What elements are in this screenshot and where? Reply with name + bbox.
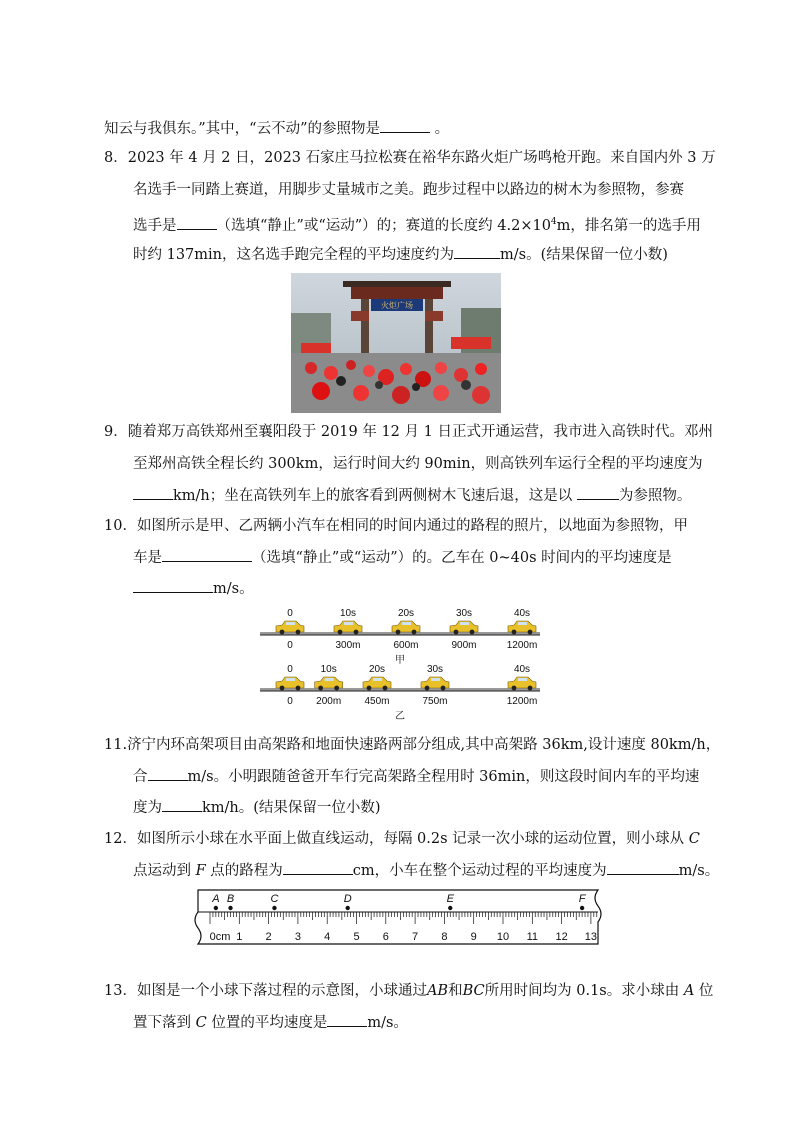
ruler-figure — [188, 884, 608, 950]
answer-blank[interactable] — [148, 766, 188, 781]
ruler-tick-label: 10 — [496, 931, 510, 943]
ball-position-label: C — [270, 893, 279, 905]
ruler-tick-label: 12 — [555, 931, 568, 943]
time-label: 30s — [455, 608, 473, 619]
ball-position-label: E — [446, 893, 454, 905]
ball-position-label: B — [226, 893, 235, 905]
distance-label: 750m — [422, 696, 448, 707]
ruler-tick-label: 2 — [265, 931, 272, 943]
ball-position-dot — [228, 906, 232, 910]
car-row-jia — [260, 608, 540, 666]
distance-label: 300m — [335, 640, 361, 651]
answer-blank[interactable] — [283, 860, 353, 875]
q9-line-1: 9．随着郑万高铁郑州至襄阳段于 2019 年 12 月 1 日正式开通运营，我市进入高铁时代。邓州 — [104, 424, 713, 440]
distance-label: 1200m — [506, 696, 538, 707]
distance-label: 0 — [287, 696, 293, 707]
gate-sign: 火炬广场 — [381, 301, 413, 310]
time-label: 20s — [368, 664, 386, 675]
ball-position-dot — [580, 906, 584, 910]
q8-line-1: 8．2023 年 4 月 2 日，2023 石家庄马拉松赛在裕华东路火炬广场鸣枪开跑。来自国内外 3 万 — [104, 150, 716, 166]
ball-position-label: D — [343, 893, 352, 905]
time-label: 10s — [339, 608, 357, 619]
ruler-tick-label: 11 — [526, 931, 539, 943]
ball-position-dot — [448, 906, 452, 910]
q8-line-4: 时约 137min，这名选手跑完全程的平均速度约为 m/s。(结果保留一位小数) — [133, 244, 668, 265]
q13-line-2: 置下落到 C 位置的平均速度是 m/s。 — [133, 1012, 408, 1033]
car-row-yi — [260, 664, 540, 722]
answer-blank[interactable] — [327, 1012, 367, 1027]
q10-line-1: 10．如图所示是甲、乙两辆小汽车在相同的时间内通过的路程的照片，以地面为参照物，甲 — [104, 518, 688, 534]
q10-line-3: m/s。 — [133, 578, 254, 599]
marathon-photo — [291, 273, 501, 413]
q8-line-3: 选手是 （选填“静止”或“运动”）的；赛道的长度约 $4.2\times 10^4m$，排名第一的选手用 — [133, 212, 701, 236]
ball-position-dot — [272, 906, 276, 910]
answer-blank[interactable] — [380, 118, 430, 133]
distance-label: 1200m — [506, 640, 538, 651]
answer-blank[interactable] — [162, 547, 252, 562]
q12-line-2: 点运动到 F 点的路程为 cm，小车在整个运动过程的平均速度为 m/s。 — [133, 860, 719, 881]
row-label: 甲 — [395, 655, 405, 666]
q11-line-1: 11.济宁内环高架项目由高架路和地面快速路两部分组成,其中高架路 36km,设计速度 80km/h， — [104, 737, 721, 753]
q7-line: 知云与我俱东。”其中，“云不动”的参照物是 。 — [104, 118, 449, 139]
ruler-tick-label: 1 — [236, 931, 243, 943]
distance-label: 200m — [316, 696, 342, 707]
ruler-tick-label: 7 — [412, 931, 419, 943]
ruler-tick-label: 0cm — [209, 931, 231, 943]
ruler-tick-label: 9 — [470, 931, 477, 943]
time-label: 30s — [426, 664, 444, 675]
ball-position-label: F — [578, 893, 586, 905]
answer-blank[interactable] — [454, 244, 500, 259]
time-label: 10s — [320, 664, 337, 675]
time-label: 0 — [287, 664, 293, 675]
row-label: 乙 — [395, 711, 405, 722]
car-motion-figure — [250, 606, 550, 722]
q8-line-2: 名选手一同踏上赛道，用脚步丈量城市之美。跑步过程中以路边的树木为参照物，参赛 — [133, 182, 684, 198]
ruler-tick-label: 8 — [441, 931, 448, 943]
q10-line-2: 车是 （选填“静止”或“运动”）的。乙车在 0~40s 时间内的平均速度是 — [133, 547, 672, 568]
answer-blank[interactable] — [177, 215, 217, 230]
ball-position-label: A — [212, 893, 220, 905]
q9-line-3: km/h；坐在高铁列车上的旅客看到两侧树木飞速后退，这是以 为参照物。 — [133, 485, 691, 506]
q13-line-1: 13．如图是一个小球下落过程的示意图，小球通过AB和BC所用时间均为 0.1s。求小球由 A 位 — [104, 983, 714, 999]
time-label: 20s — [397, 608, 415, 619]
time-label: 40s — [513, 664, 531, 675]
time-label: 40s — [513, 608, 531, 619]
answer-blank[interactable] — [133, 485, 173, 500]
answer-blank[interactable] — [607, 860, 679, 875]
ruler-tick-label: 6 — [382, 931, 389, 943]
answer-blank[interactable] — [577, 485, 619, 500]
answer-blank[interactable] — [162, 797, 202, 812]
ruler-tick-label: 4 — [324, 931, 331, 943]
distance-label: 0 — [287, 640, 293, 651]
ruler-outline — [195, 890, 601, 944]
q9-line-2: 至郑州高铁全程长约 300km，运行时间大约 90min，则高铁列车运行全程的平均速度为 — [133, 456, 703, 472]
answer-blank[interactable] — [133, 578, 213, 593]
distance-label: 450m — [364, 696, 390, 707]
q11-line-3: 度为 km/h。(结果保留一位小数) — [133, 797, 381, 818]
q11-line-2: 合 m/s。小明跟随爸爸开车行完高架路全程用时 36min，则这段时间内车的平均速 — [133, 766, 699, 787]
marathon-photo-illustration — [291, 273, 501, 413]
ball-position-dot — [214, 906, 218, 910]
distance-label: 600m — [393, 640, 419, 651]
ruler-tick-label: 5 — [353, 931, 360, 943]
ruler-tick-label: 13 — [584, 931, 598, 943]
ruler-tick-label: 3 — [294, 931, 301, 943]
q12-line-1: 12．如图所示小球在水平面上做直线运动，每隔 0.2s 记录一次小球的运动位置，则小球从 C — [104, 831, 700, 847]
time-label: 0 — [287, 608, 293, 619]
ball-position-dot — [346, 906, 350, 910]
distance-label: 900m — [451, 640, 477, 651]
